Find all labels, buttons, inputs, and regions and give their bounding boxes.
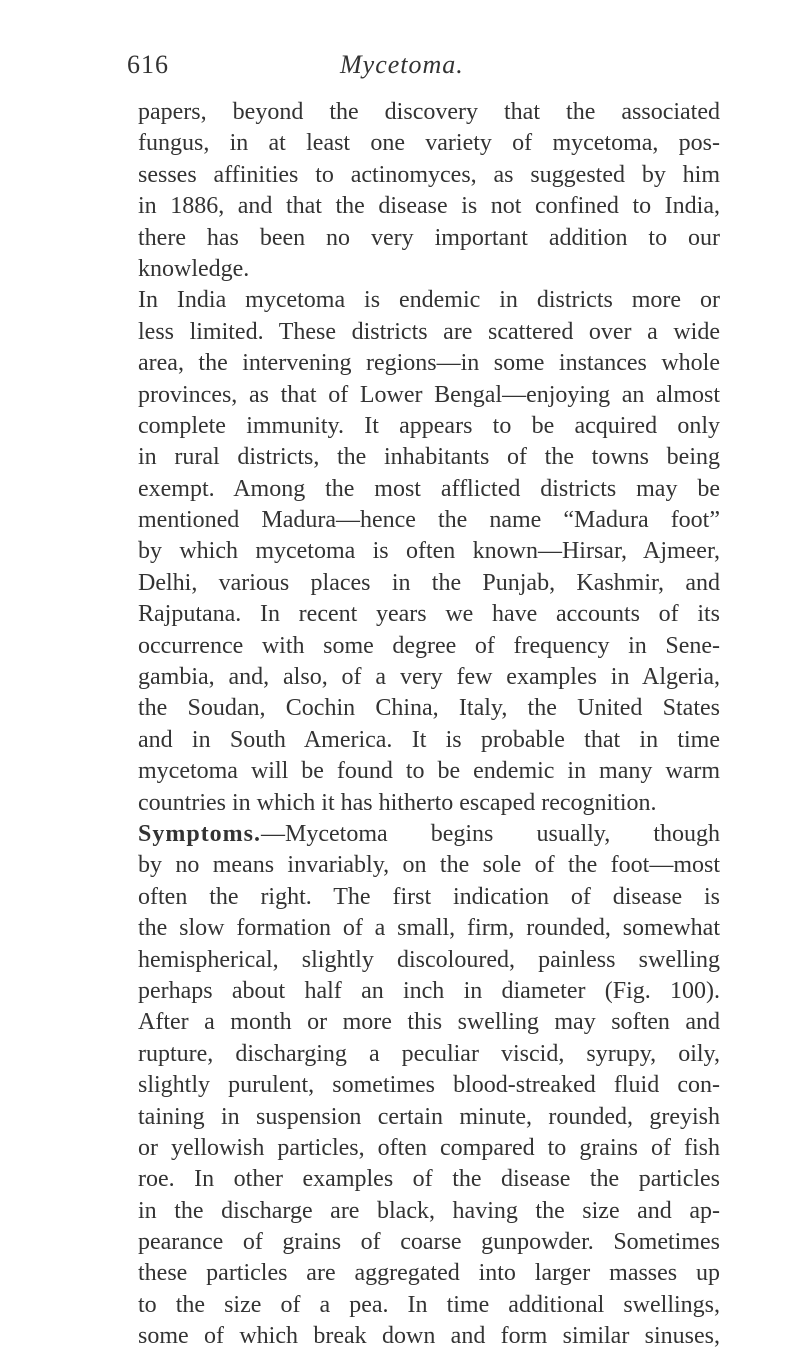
text-line: or yellowish particles, often compared to grains of fish bbox=[138, 1134, 720, 1161]
text-line: in the discharge are black, having the size and ap- bbox=[138, 1197, 720, 1224]
text-line: some of which break down and form similar sinuses, bbox=[138, 1323, 720, 1350]
text-line: in 1886, and that the disease is not confined to India, bbox=[138, 193, 720, 220]
text-line: occurrence with some degree of frequency in Sene- bbox=[138, 632, 720, 659]
text-line: often the right. The first indication of disease is bbox=[138, 883, 720, 910]
body-text bbox=[138, 97, 720, 1353]
text-line: knowledge. bbox=[138, 255, 250, 282]
text-line: less limited. These districts are scattered over a wide bbox=[138, 318, 720, 345]
text-line: provinces, as that of Lower Bengal—enjoying an almost bbox=[138, 381, 720, 408]
text-line: mentioned Madura—hence the name “Madura foot” bbox=[138, 507, 720, 534]
text-line: pearance of grains of coarse gunpowder. Sometimes bbox=[138, 1229, 720, 1256]
text-line: exempt. Among the most afflicted districts may be bbox=[138, 475, 720, 502]
text-line: in rural districts, the inhabitants of the towns being bbox=[138, 444, 720, 471]
text-line: papers, beyond the discovery that the associated bbox=[138, 99, 720, 125]
text-line: by no means invariably, on the sole of the foot—most bbox=[138, 852, 720, 879]
text-line-with-section-title bbox=[138, 819, 720, 850]
text-line: the slow formation of a small, firm, rounded, somewhat bbox=[138, 915, 720, 942]
text-line: these particles are aggregated into larger masses up bbox=[138, 1260, 720, 1287]
text-line: fungus, in at least one variety of mycetoma, pos- bbox=[138, 130, 720, 157]
text-line: roe. In other examples of the disease the particles bbox=[138, 1166, 720, 1193]
text-line: In India mycetoma is endemic in districts more or bbox=[138, 287, 720, 314]
text-line: rupture, discharging a peculiar viscid, syrupy, oily, bbox=[138, 1040, 720, 1067]
text-line: perhaps about half an inch in diameter (Fig. 100). bbox=[138, 977, 720, 1004]
text-line: Delhi, various places in the Punjab, Kashmir, and bbox=[138, 569, 720, 596]
text-line: there has been no very important addition to our bbox=[138, 224, 720, 251]
section-title: Symptoms. bbox=[138, 820, 262, 847]
text-line: by which mycetoma is often known—Hirsar, Ajmeer, bbox=[138, 538, 720, 565]
text-line: After a month or more this swelling may soften and bbox=[138, 1009, 720, 1036]
text-line: to the size of a pea. In time additional swellings, bbox=[138, 1291, 720, 1318]
text-line: and in South America. It is probable that in time bbox=[138, 726, 720, 753]
text-line: taining in suspension certain minute, rounded, greyish bbox=[138, 1103, 720, 1130]
text-line: sesses affinities to actinomyces, as suggested by him bbox=[138, 161, 720, 188]
running-head: Mycetoma. bbox=[340, 50, 464, 79]
text-line: countries in which it has hitherto escaped recognition. bbox=[138, 789, 657, 816]
text-line: mycetoma will be found to be endemic in many warm bbox=[138, 758, 720, 785]
text-line: hemispherical, slightly discoloured, painless swelling bbox=[138, 946, 720, 973]
text-line: area, the intervening regions—in some instances whole bbox=[138, 350, 720, 377]
text-line: gambia, and, also, of a very few examples in Algeria, bbox=[138, 664, 720, 691]
text-line: slightly purulent, sometimes blood-streaked fluid con- bbox=[138, 1072, 720, 1099]
text-line-rest: —Mycetoma begins usually, though bbox=[261, 820, 720, 847]
text-line: Rajputana. In recent years we have accounts of its bbox=[138, 601, 720, 628]
text-line: complete immunity. It appears to be acquired only bbox=[138, 412, 720, 439]
page-number: 616 bbox=[127, 50, 169, 79]
text-line: the Soudan, Cochin China, Italy, the United States bbox=[138, 695, 720, 722]
